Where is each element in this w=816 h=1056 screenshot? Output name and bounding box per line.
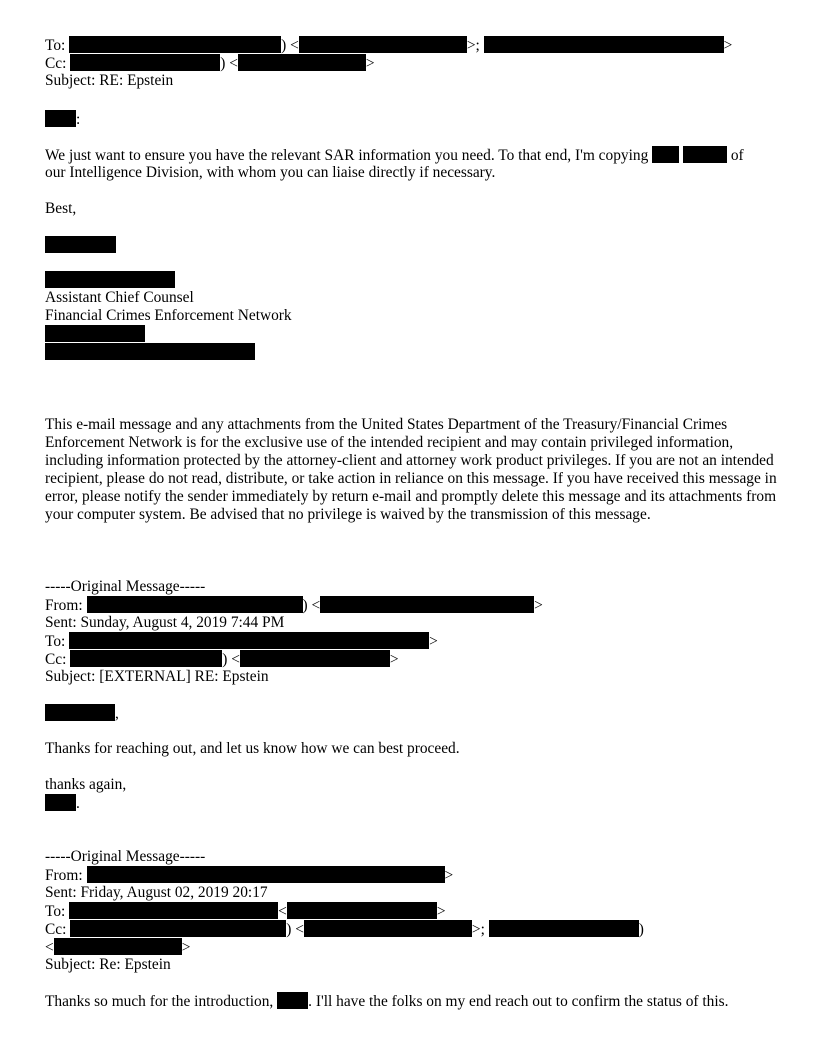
redacted-email: [238, 54, 366, 71]
email3-header: [45, 848, 780, 974]
signature-title: Assistant Chief Counsel: [45, 289, 194, 306]
email2-signoff: thanks again, .: [45, 776, 127, 812]
disclaimer: This e-mail message and any attachments from the United States Department of the Treasury/Financial Crimes Enforcement Network is for the exclusive use of the intended recipient and may contain privileged information, including information protected by the attorney-client and attorney work product privileges. If you are not an intended recipient, please do not read, distribute, or take action in reliance on this message. If you have received this message in error, please notify the sender immediately by return e-mail and promptly delete this message and its attachments from your computer system. Be advised that no privilege is waived by the transmission of this message.: [45, 416, 777, 523]
redacted-email: [320, 596, 534, 613]
punct: ) <: [220, 55, 238, 72]
email1-sig-name: [45, 236, 780, 255]
redacted-last-name: [683, 146, 727, 163]
email2-body: Thanks for reaching out, and let us know how we can best proceed.: [45, 740, 460, 757]
redacted-recipient: [69, 632, 429, 649]
redacted-phone: [45, 325, 145, 342]
cc-line: Cc: ) < >: [45, 651, 399, 668]
cc-line: [45, 54, 780, 72]
to-line: [45, 36, 780, 54]
subject-line: Subject: RE: Epstein: [45, 72, 174, 89]
email2-header: [45, 578, 780, 686]
redacted-sender: [87, 866, 445, 883]
redacted-name: [70, 54, 220, 71]
redacted-name: [70, 920, 286, 937]
body-line-1: We just want to ensure you have the relevant SAR information you need. To that end, I'm copying of: [45, 147, 744, 164]
redacted-signature: [45, 794, 76, 811]
original-message-divider: -----Original Message-----: [45, 848, 206, 865]
redacted-name: [277, 992, 308, 1009]
redacted-name: [489, 920, 639, 937]
sent-line: Sent: Sunday, August 4, 2019 7:44 PM: [45, 614, 285, 631]
subject-line: Subject: [EXTERNAL] RE: Epstein: [45, 668, 269, 685]
redacted-first-name: [652, 146, 679, 163]
redacted-email: [299, 36, 467, 53]
punct: >;: [466, 37, 480, 54]
sent-line: Sent: Friday, August 02, 2019 20:17: [45, 884, 268, 901]
redacted-name: [69, 902, 278, 919]
cc-line: Cc: ) < >; ): [45, 921, 644, 938]
redacted-recipient: [484, 36, 724, 53]
punct: >: [723, 37, 733, 54]
email1-header: [45, 36, 780, 90]
to-label: To:: [45, 37, 66, 54]
redacted-name: [70, 650, 222, 667]
redacted-email: [240, 650, 390, 667]
redacted-email: [304, 920, 472, 937]
email1-body: [45, 146, 780, 182]
from-line: From: ) < >: [45, 597, 543, 614]
redacted-full-name: [45, 271, 175, 288]
greeting-punct: :: [76, 111, 81, 128]
redacted-address: [45, 343, 255, 360]
redacted-greeting-name: [45, 110, 76, 127]
punct: >: [365, 55, 375, 72]
email1-signoff: Best,: [45, 200, 77, 217]
redacted-email: [287, 902, 437, 919]
to-line: To: >: [45, 633, 438, 650]
email1-greeting: [45, 110, 780, 129]
subject-line: Subject: Re: Epstein: [45, 956, 171, 973]
redacted-email: [54, 938, 182, 955]
redacted-name: [69, 36, 281, 53]
from-line: From: >: [45, 867, 454, 884]
email2-greeting: ,: [45, 704, 780, 723]
email1-signature-block: [45, 271, 780, 361]
email3-body: Thanks so much for the introduction, . I'll have the folks on my end reach out to confirm the status of this.: [45, 993, 729, 1010]
redacted-greeting-name: [45, 704, 115, 721]
punct: ) <: [281, 37, 299, 54]
redacted-signature: [45, 236, 116, 253]
signature-org: Financial Crimes Enforcement Network: [45, 307, 292, 324]
cc-label: Cc:: [45, 55, 67, 72]
cc-continuation: < >: [45, 939, 191, 956]
redacted-name: [87, 596, 303, 613]
to-line: To: < >: [45, 903, 446, 920]
body-line-2: our Intelligence Division, with whom you can liaise directly if necessary.: [45, 164, 496, 181]
original-message-divider: -----Original Message-----: [45, 578, 206, 595]
